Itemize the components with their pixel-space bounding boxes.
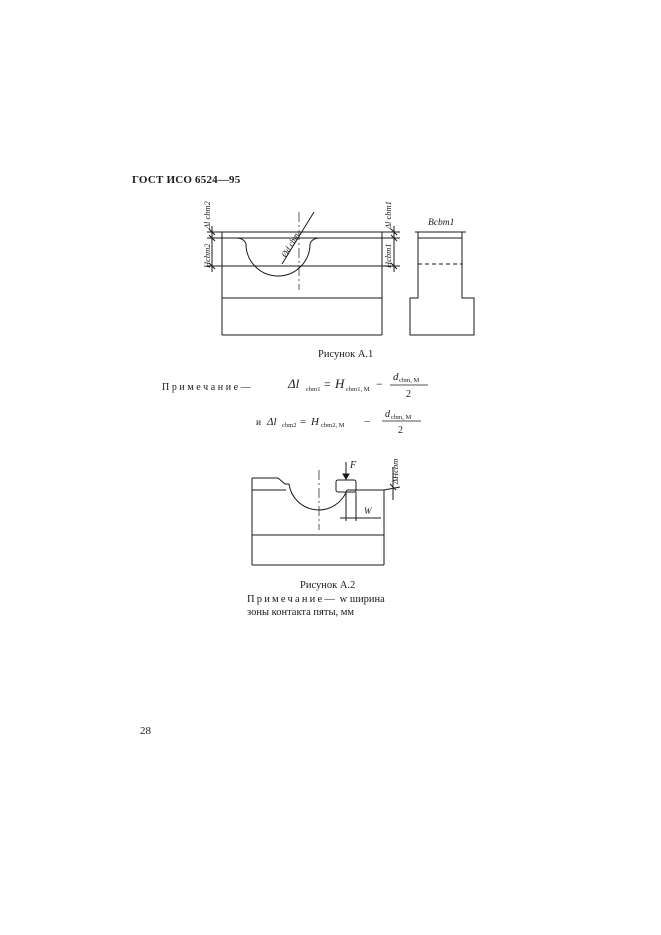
figure-a1	[192, 194, 482, 344]
formula-delta-l-cbm1	[280, 370, 440, 404]
f1-lhs-sym: Δl	[288, 376, 300, 391]
groove-arc	[236, 238, 320, 276]
figure-a1-caption: Рисунок А.1	[318, 349, 374, 360]
document-header: ГОСТ ИСО 6524—95	[132, 174, 241, 186]
f2-lhs-sym: Δl	[267, 416, 277, 428]
side-profile	[410, 238, 474, 335]
force-arrow	[343, 474, 349, 479]
f1-num-sym: d	[393, 371, 399, 383]
delta-h-label: ΔHcbm	[390, 458, 400, 484]
svg-text:=: =	[300, 416, 307, 428]
f2-rhs-sym: H	[311, 416, 319, 428]
f2-den: 2	[398, 425, 403, 436]
groove-arc	[289, 484, 347, 510]
f1-den: 2	[406, 389, 411, 400]
svg-text:−: −	[364, 416, 371, 428]
formula-delta-l-cbm2	[255, 408, 425, 442]
note2-text-line2: зоны контакта пяты, мм	[247, 607, 355, 618]
f1-num-sub: cbm, M	[399, 377, 420, 384]
block-chamfer	[252, 478, 289, 484]
page-number: 28	[140, 725, 151, 737]
svg-text:−: −	[376, 377, 383, 391]
figure-a2	[232, 452, 417, 577]
figure-a2-caption: Рисунок А.2	[300, 580, 356, 591]
dim-label-h-cbm2: Hcbm2	[202, 243, 212, 268]
dim-label-delta-l-cbm1: Δl cbm1	[383, 201, 393, 229]
dim-label-h-cbm1: Hcbm1	[383, 243, 393, 268]
f2-rhs-sub: cbm2, M	[321, 422, 345, 429]
f1-rhs-sym: H	[335, 376, 345, 391]
note1-label: Примечание—	[162, 382, 254, 393]
dim-label-b-cbm1: Bcbm1	[428, 218, 455, 228]
note2	[247, 593, 385, 619]
note2-line1	[247, 593, 385, 606]
svg-text:=: =	[324, 377, 331, 391]
f2-prefix: и	[256, 418, 262, 428]
note2-text-line1: w ширина	[339, 594, 385, 605]
note2-label: Примечание—	[247, 594, 338, 605]
f2-lhs-sub: cbm2	[282, 422, 297, 429]
dim-label-diameter: Ød cbm	[279, 230, 302, 259]
width-label: W	[364, 506, 372, 516]
f2-num-sym: d	[385, 409, 390, 420]
f1-lhs-sub: cbm1	[306, 386, 321, 393]
dim-label-delta-l-cbm2: Δl cbm2	[202, 201, 212, 229]
force-label: F	[350, 460, 357, 471]
f2-num-sub: cbm, M	[391, 414, 412, 421]
f1-rhs-sub: cbm1, M	[346, 386, 370, 393]
